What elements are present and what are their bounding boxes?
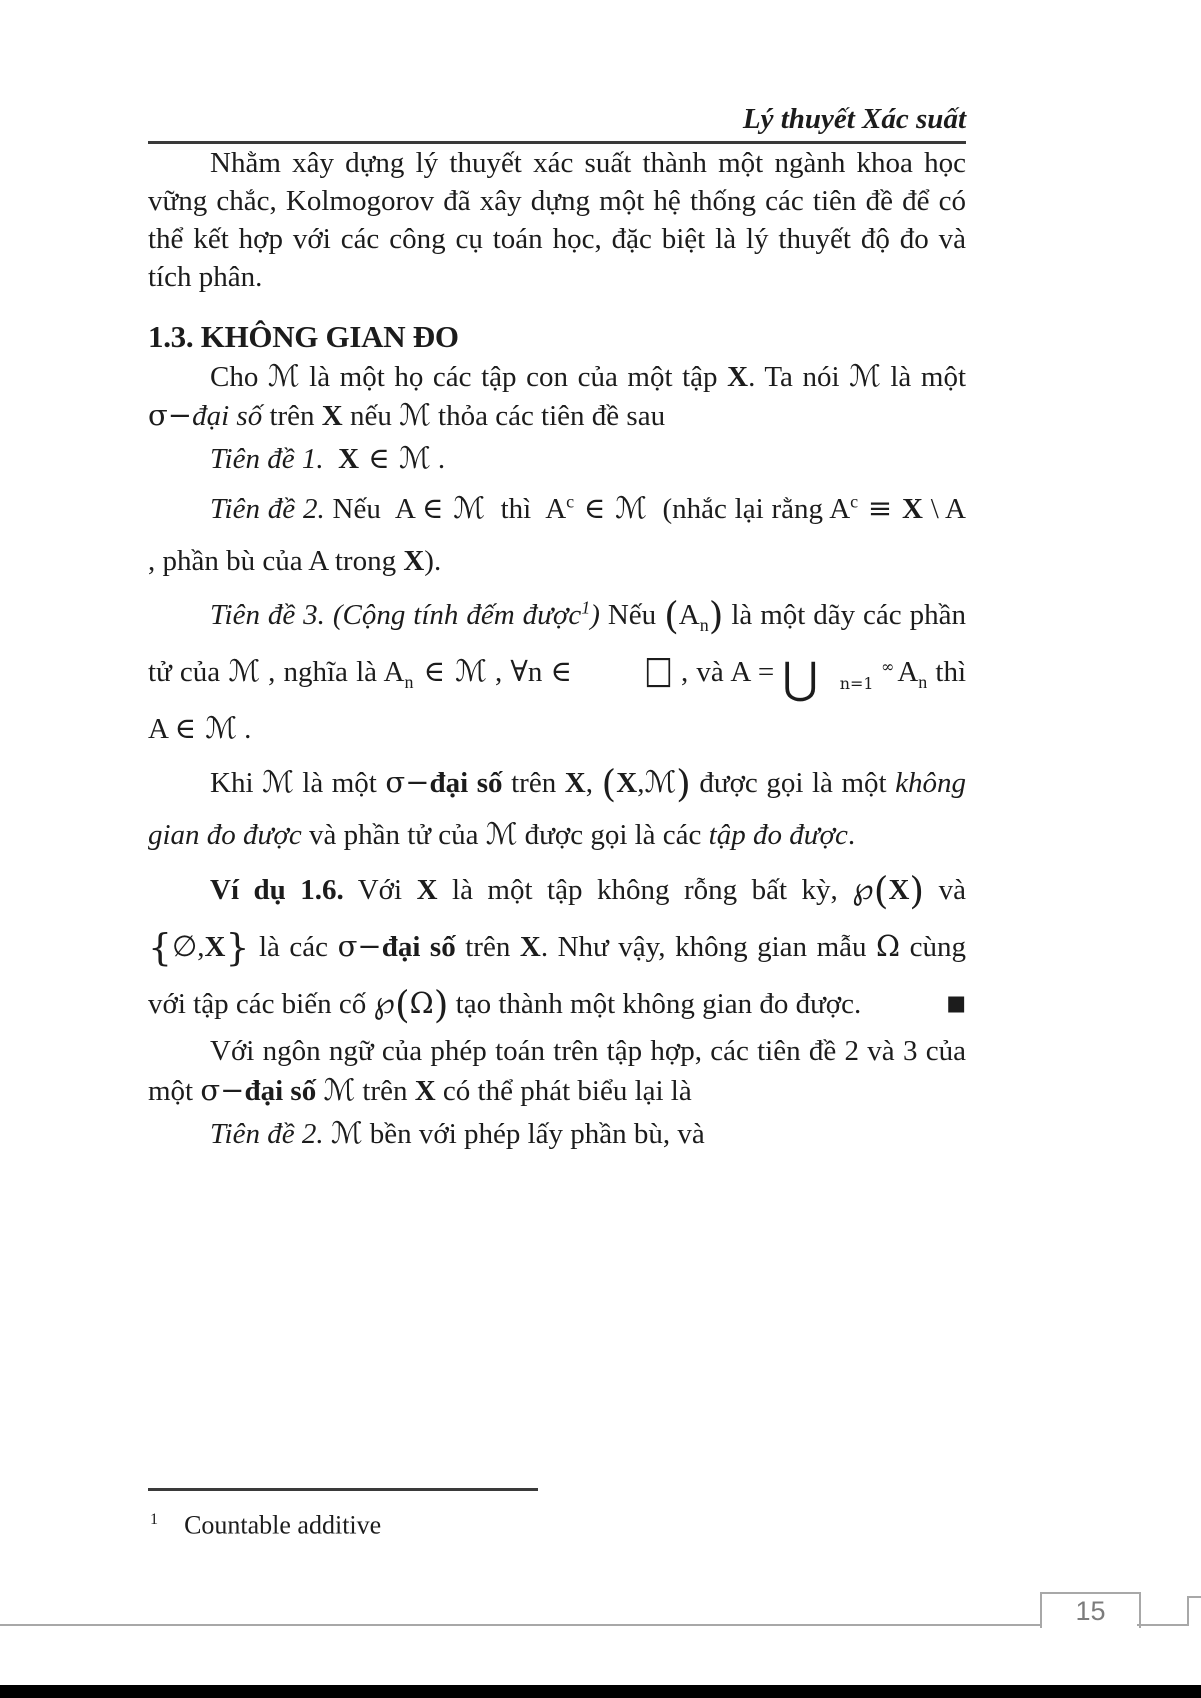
text-run: đại số [192, 400, 263, 432]
text-run: , [486, 656, 511, 688]
text-run: X [414, 1075, 436, 1107]
text-run [324, 1118, 331, 1150]
text-run: ℘ [852, 871, 874, 907]
text-run: ∈ [359, 441, 399, 475]
text-run: ℳ [485, 817, 518, 851]
text-run: c [850, 491, 859, 512]
footnote-text: Countable additive [184, 1510, 382, 1540]
text-run: là một tập không rỗng bất kỳ, [437, 874, 853, 906]
text-run: . Ta nói [748, 361, 850, 393]
text-run: { [148, 925, 172, 970]
text-run: , nghĩa là A [259, 656, 405, 688]
text-run [324, 443, 339, 475]
text-run: ℳ [330, 1116, 363, 1150]
text-run: ∅ [171, 929, 198, 963]
paragraph-measurable-space [148, 757, 966, 861]
text-run: σ− [337, 929, 382, 963]
text-run: ( [664, 593, 679, 638]
text-run: ) [708, 593, 724, 638]
text-run: trên [502, 767, 565, 799]
text-run: ∞ n=1 [839, 657, 895, 693]
text-run: . [430, 443, 446, 475]
text-run: là một dãy các phần tử của [148, 599, 966, 688]
axiom-3 [148, 587, 966, 757]
text-run: X [519, 931, 541, 963]
text-run: ) [676, 761, 691, 806]
text-run: ℳ [644, 765, 677, 799]
page-content [148, 0, 966, 1156]
axiom-2-restated [148, 1111, 966, 1156]
text-run: X [321, 400, 343, 432]
text-run: Tiên đề 2. [210, 1118, 324, 1150]
text-run: Khi [210, 767, 263, 799]
text-run: ℳ [228, 654, 260, 688]
text-run: X [727, 361, 749, 393]
text-run: (nhắc lại rằng A [646, 493, 851, 525]
text-run: ℳ [615, 491, 647, 525]
text-run: Tiên đề 3. (Cộng tính đếm được [210, 599, 582, 631]
text-run: cùng với tập các biến cố [148, 931, 966, 1020]
axiom-2 [148, 482, 966, 587]
text-run: Ω [409, 986, 434, 1020]
text-run: n [918, 671, 928, 692]
text-run: ■ [946, 991, 966, 1015]
text-run: ℳ [455, 654, 487, 688]
text-run: ) [590, 599, 608, 631]
text-run: ∈ [413, 654, 456, 688]
text-run: ) [433, 982, 449, 1027]
text-run: . Như vậy, không gian mẫu [540, 931, 877, 963]
text-run: Ω [876, 929, 901, 963]
text-run: ℳ [453, 491, 485, 525]
text-run: 1 [581, 597, 591, 618]
text-run: đại số [381, 931, 456, 963]
text-run: A [897, 656, 919, 688]
text-run: Tiên đề 2. [210, 493, 325, 525]
text-run: ℳ [323, 1073, 356, 1107]
axiom-1 [148, 435, 966, 482]
text-run: ( [873, 868, 889, 913]
text-run: n [404, 671, 414, 692]
text-run: là một [293, 767, 386, 799]
text-run: X [616, 767, 638, 799]
page-edge-corner-horizontal [1187, 1596, 1201, 1598]
text-run: ∀ [510, 654, 528, 688]
text-run: và phần tử của [301, 819, 486, 851]
scan-bottom-bar [0, 1685, 1201, 1698]
text-run: ). [424, 545, 442, 577]
text-run: ) [909, 868, 925, 913]
text-run: Với ngôn ngữ của phép toán trên tập hợp, các tiên đề 2 và 3 của một [148, 1035, 966, 1107]
text-run: . [847, 819, 856, 851]
page-number-tab [1040, 1592, 1141, 1628]
text-run: trên [355, 1075, 415, 1107]
text-run: , và A = [672, 656, 783, 688]
text-run: , [197, 931, 205, 963]
text-run: ⋃ [782, 654, 819, 705]
text-run: Nếu A [324, 493, 423, 525]
text-run: σ− [148, 398, 193, 432]
text-run: X [564, 767, 586, 799]
footnote-rule [148, 1488, 538, 1491]
paragraph-intro [148, 144, 966, 296]
text-run: ( [601, 761, 617, 806]
text-run: σ− [385, 765, 430, 799]
text-run: ∈ [550, 654, 583, 688]
section-heading-1-3: 1.3. KHÔNG GIAN ĐO [148, 319, 459, 354]
text-run: σ− [200, 1073, 245, 1107]
text-run: n [699, 614, 709, 635]
text-run: ∈ [574, 491, 616, 525]
text-run: X [416, 874, 438, 906]
text-run: Tiên đề 1. [210, 443, 324, 475]
text-run: ℳ [205, 711, 237, 745]
text-run: nếu [342, 400, 400, 432]
text-run: , [585, 767, 602, 799]
text-run: không gian đo được [148, 767, 966, 851]
paragraph-sigma-algebra-definition [148, 357, 966, 435]
footer-rule-right [1137, 1624, 1187, 1626]
text-run: tạo thành một không gian đo được. [448, 988, 862, 1020]
paragraph-restatement-intro [148, 1032, 966, 1111]
text-run: □ [644, 648, 673, 693]
page-number: 15 [1075, 1595, 1106, 1626]
text-run: ∈ [422, 491, 454, 525]
text-run: ℳ [262, 765, 294, 799]
text-run: là một họ các tập con của một tập [299, 361, 728, 393]
page-edge-corner-vertical [1187, 1596, 1189, 1626]
text-run: được gọi là một [690, 767, 896, 799]
text-run: ℳ [399, 398, 431, 432]
text-run: tập đo được [708, 819, 848, 851]
footnote [150, 1500, 381, 1546]
text-run: Với [343, 874, 417, 906]
text-run: Ví dụ 1.6. [210, 874, 344, 906]
text-run: Nhằm xây dựng lý thuyết xác suất thành một ngành khoa học vững chắc, Kolmogorov đã xây dựng một hệ thống các tiên đề để có thể kết hợp với các công cụ toán học, đặc biệt là lý thuyết độ đo và tích phân. [148, 147, 966, 293]
text-run: trên [262, 400, 322, 432]
text-run: } [225, 925, 250, 970]
text-run: ( [394, 982, 410, 1027]
text-run: X [888, 874, 910, 906]
text-run: thỏa các tiên đề sau [430, 400, 666, 432]
text-run: c [566, 491, 575, 512]
footer-rule-left [0, 1624, 1040, 1626]
text-run: X [204, 931, 226, 963]
text-run: đại số [429, 767, 503, 799]
footnote-marker: 1 [150, 1511, 159, 1528]
text-run: . [236, 713, 252, 745]
text-run: bền với phép lấy phần bù, và [362, 1118, 705, 1150]
text-run: Nếu [607, 599, 665, 631]
running-header-title: Lý thuyết Xác suất [742, 103, 966, 135]
text-run: trên [455, 931, 520, 963]
text-run: Cho [210, 361, 268, 393]
text-run: có thể phát biểu lại là [435, 1075, 692, 1107]
text-run: và [924, 874, 966, 906]
text-run: n [527, 656, 551, 688]
text-run: ≡ [858, 491, 902, 525]
text-run: X [338, 443, 360, 475]
text-run: thì A [484, 493, 567, 525]
text-run: ℳ [849, 359, 881, 393]
text-run: ∈ [174, 711, 206, 745]
text-run: đại số [244, 1075, 317, 1107]
text-run: \ A , phần bù của A trong [148, 493, 966, 577]
example-1-6 [148, 861, 966, 1032]
text-run: ℳ [398, 441, 431, 475]
text-run: A [678, 599, 700, 631]
text-run: được gọi là các [517, 819, 709, 851]
text-run: , [637, 767, 645, 799]
text-run: ℳ [267, 359, 300, 393]
text-run: là một [880, 361, 966, 393]
text-run: ℘ [373, 985, 395, 1021]
text-run: X [902, 493, 923, 525]
text-run: X [403, 545, 425, 577]
text-run: thì A [148, 656, 967, 745]
text-run: là các [249, 931, 338, 963]
